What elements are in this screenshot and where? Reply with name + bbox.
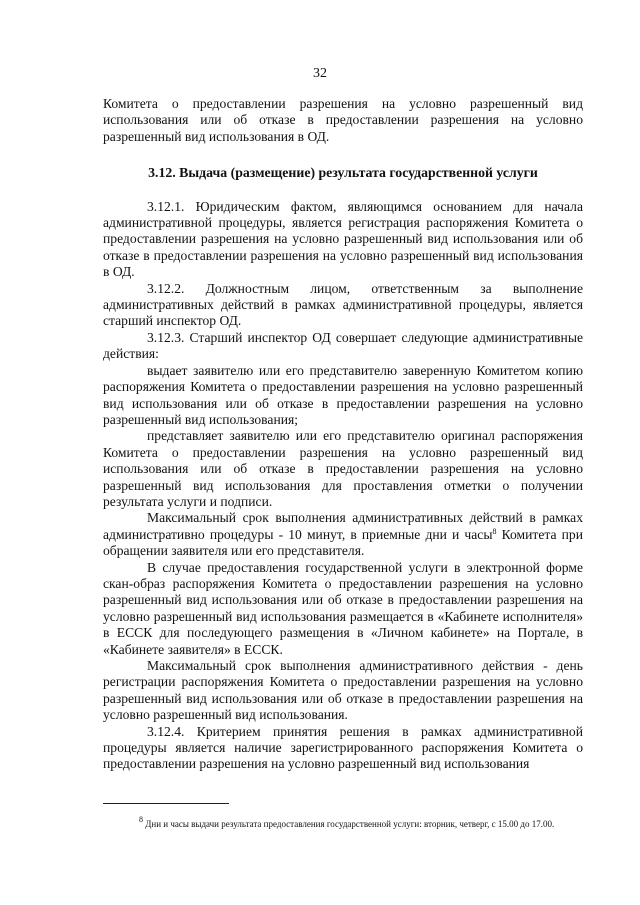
footnote-text: Дни и часы выдачи результата предоставления государственной услуги: вторник, четверг, с 15.00 до 17.00.	[145, 819, 555, 829]
list-item-present-original: представляет заявителю или его представителю оригинал распоряжения Комитета о предоставлении разрешения на условно разрешенный вид использования или об отказе в предоставлении разрешения на условно разрешенный вид использования для проставления отметки о получении результата услуги и подписи.	[103, 428, 583, 509]
paragraph-electronic-form: В случае предоставления государственной услуги в электронной форме скан-образ распоряжения Комитета о предоставлении разрешения на условно разрешенный вид использования или об отказе в предоставлении разрешения на условно разрешенный вид использования размещается в «Кабинете исполнителя» в ЕССК для последующего размещения в «Личном кабинете» на Портале, в «Кабинете заявителя» в ЕССК.	[103, 559, 583, 657]
footnote-separator	[103, 803, 229, 804]
max-time-text-end: Комитета при обращении заявителя или его представителя.	[103, 526, 583, 559]
paragraph-3-12-3: 3.12.3. Старший инспектор ОД совершает следующие административные действия:	[103, 329, 583, 362]
max-time-text: Максимальный срок выполнения административных действий в рамках административно процедуры - 10 минут, в приемные дни и часы	[103, 510, 583, 542]
page-number: 32	[313, 66, 327, 81]
footnote-ref: 8	[492, 526, 497, 536]
footnote-mark: 8	[139, 815, 143, 824]
continuation-paragraph: Комитета о предоставлении разрешения на условно разрешенный вид использования или об отказе в предоставлении разрешения на условно разрешенный вид использования в ОД.	[103, 96, 583, 144]
footnote	[103, 815, 583, 830]
paragraph-3-12-2: 3.12.2. Должностным лицом, ответственным за выполнение административных действий в рамках административной процедуры, является старший инспектор ОД.	[103, 280, 583, 329]
paragraph-3-12-1: 3.12.1. Юридическим фактом, являющимся основанием для начала административной процедуры, является регистрация распоряжения Комитета о предоставлении разрешения на условно разрешенный вид использования или об отказе в предоставлении разрешения на условно разрешенный вид использования в ОД.	[103, 198, 583, 280]
paragraph-max-time	[103, 510, 583, 559]
list-item-issue-copy: выдает заявителю или его представителю заверенную Комитетом копию распоряжения Комитета о предоставлении разрешения на условно разрешенный вид использования или об отказе в предоставлении разрешения на условно разрешенный вид использования;	[103, 362, 583, 427]
section-heading: 3.12. Выдача (размещение) результата государственной услуги	[148, 165, 538, 181]
paragraph-max-time-admin: Максимальный срок выполнения административного действия - день регистрации распоряжения Комитета о предоставлении разрешения на условно разрешенный вид использования или об отказе в предоставлении разрешения на условно разрешенный вид использования.	[103, 658, 583, 723]
document-body	[103, 96, 583, 773]
paragraph-3-12-4: 3.12.4. Критерием принятия решения в рамках административной процедуры является наличие зарегистрированного распоряжения Комитета о предоставлении разрешения на условно разрешенный вид использования	[103, 723, 583, 772]
